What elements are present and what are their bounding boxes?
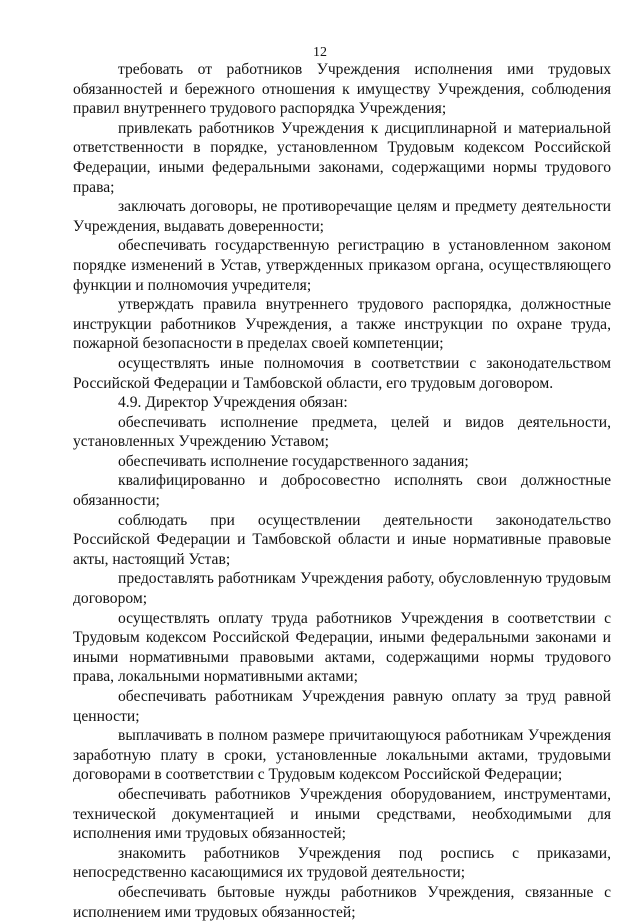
- paragraph: осуществлять иные полномочия в соответствии с законодательством Российской Федерации и Тамбовской области, его трудовым договором.: [73, 354, 611, 392]
- paragraph: знакомить работников Учреждения под роспись с приказами, непосредственно касающимися их трудовой деятельности;: [73, 844, 611, 882]
- paragraph: выплачивать в полном размере причитающуюся работникам Учреждения заработную плату в сроки, установленные локальными актами, трудовыми договорами в соответствии с Трудовым кодексом Российской Федерации;: [73, 727, 611, 784]
- paragraph: соблюдать при осуществлении деятельности законодательство Российской Федерации и Тамбовской области и иные нормативные правовые акты, настоящий Устав;: [73, 511, 611, 568]
- page-number: 12: [313, 45, 327, 60]
- section-heading: 4.9. Директор Учреждения обязан:: [118, 394, 348, 412]
- paragraph: требовать от работников Учреждения исполнения ими трудовых обязанностей и бережного отношения к имуществу Учреждения, соблюдения правил внутреннего трудового распорядка Учреждения;: [73, 61, 611, 118]
- paragraph: утверждать правила внутреннего трудового распорядка, должностные инструкции работников Учреждения, а также инструкции по охране труда, пожарной безопасности в пределах своей компетенции;: [73, 296, 611, 353]
- paragraph: обеспечивать бытовые нужды работников Учреждения, связанные с исполнением ими трудовых обязанностей;: [73, 883, 611, 921]
- paragraph: привлекать работников Учреждения к дисциплинарной и материальной ответственности в порядке, установленном Трудовым кодексом Российской Федерации, иными федеральными законами, содержащими нормы трудового права;: [73, 119, 611, 196]
- document-body: [73, 60, 611, 922]
- paragraph: осуществлять оплату труда работников Учреждения в соответствии с Трудовым кодексом Российской Федерации, иными федеральными законами и иными нормативными правовыми актами, содержащими нормы трудового права, локальными нормативными актами;: [73, 609, 611, 686]
- paragraph: квалифицированно и добросовестно исполнять свои должностные обязанности;: [73, 472, 611, 510]
- paragraph: заключать договоры, не противоречащие целям и предмету деятельности Учреждения, выдавать доверенности;: [73, 198, 611, 235]
- paragraph: обеспечивать работникам Учреждения равную оплату за труд равной ценности;: [73, 688, 611, 725]
- paragraph: обеспечивать работников Учреждения оборудованием, инструментами, технической документацией и иными средствами, необходимыми для исполнения ими трудовых обязанностей;: [73, 785, 611, 843]
- paragraph: предоставлять работникам Учреждения работу, обусловленную трудовым договором;: [73, 570, 611, 608]
- paragraph: обеспечивать исполнение предмета, целей и видов деятельности, установленных Учреждению Уставом;: [73, 413, 611, 451]
- paragraph: обеспечивать государственную регистрацию в установленном законом порядке изменений в Устав, утвержденных приказом органа, осуществляющего функции и полномочия учредителя;: [73, 237, 611, 294]
- paragraph: обеспечивать исполнение государственного задания;: [118, 452, 469, 470]
